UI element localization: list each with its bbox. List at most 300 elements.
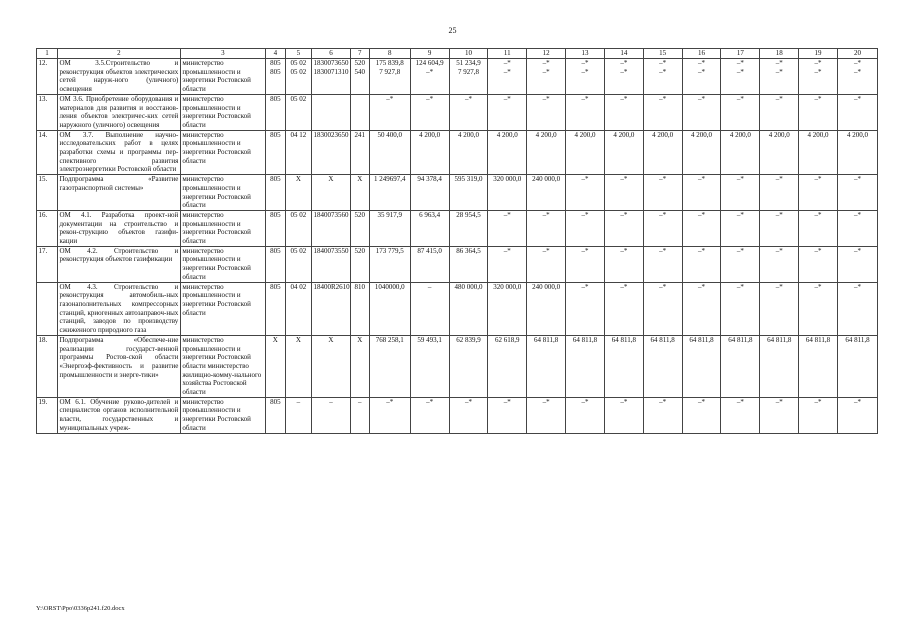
value-cell xyxy=(265,397,285,433)
value-cell xyxy=(285,130,311,175)
cell-value: –* xyxy=(853,67,861,76)
cell-value: X xyxy=(328,335,334,344)
cell-value: 805 xyxy=(270,59,281,67)
cell-value: –* xyxy=(775,67,783,76)
cell-value: –* xyxy=(464,397,472,406)
value-cell xyxy=(369,59,410,95)
value-cell xyxy=(604,335,643,397)
event-name: Подпрограмма «Развитие газотранспортной системы» xyxy=(57,175,180,211)
value-cell xyxy=(312,397,351,433)
value-cell xyxy=(682,246,721,282)
cell-value: –* xyxy=(503,210,511,219)
value-cell xyxy=(265,175,285,211)
cell-value: –* xyxy=(542,397,550,406)
column-header: 2 xyxy=(57,49,180,59)
value-cell xyxy=(643,397,682,433)
cell-value: –* xyxy=(736,210,744,219)
value-cell xyxy=(566,130,605,175)
value-cell xyxy=(488,335,527,397)
value-cell xyxy=(643,94,682,130)
value-cell xyxy=(643,59,682,95)
value-cell xyxy=(799,282,838,335)
value-cell xyxy=(566,335,605,397)
value-cell xyxy=(760,130,799,175)
cell-value: –* xyxy=(775,282,783,291)
value-cell xyxy=(760,59,799,95)
cell-value: 64 811,8 xyxy=(728,335,753,344)
cell-value: 4 200,0 xyxy=(768,130,790,139)
row-number: 17. xyxy=(37,246,58,282)
responsible-executor: министерство промышленности и энергетики Ростовской области xyxy=(180,282,265,335)
cell-value: –* xyxy=(542,246,550,255)
value-cell xyxy=(566,397,605,433)
column-header: 14 xyxy=(604,49,643,59)
cell-value: –* xyxy=(620,210,628,219)
cell-value: 62 839,9 xyxy=(456,335,481,344)
cell-value: –* xyxy=(736,246,744,255)
value-cell xyxy=(837,397,877,433)
cell-value: 04 12 xyxy=(290,130,307,139)
cell-value: 805 xyxy=(270,130,281,139)
cell-value: 768 258,1 xyxy=(375,335,404,344)
row-number: 18. xyxy=(37,335,58,397)
value-cell xyxy=(799,59,838,95)
cell-value: X xyxy=(272,335,278,344)
cell-value: –* xyxy=(620,59,628,67)
cell-value: –* xyxy=(775,246,783,255)
value-cell xyxy=(837,210,877,246)
cell-value: X xyxy=(328,175,334,184)
cell-value: –* xyxy=(620,67,628,76)
responsible-executor: министерство промышленности и энергетики Ростовской области xyxy=(180,246,265,282)
cell-value: 240 000,0 xyxy=(532,175,561,184)
cell-value: –* xyxy=(426,94,434,103)
value-cell xyxy=(449,94,488,130)
cell-value: 480 000,0 xyxy=(454,282,483,291)
column-header: 7 xyxy=(350,49,369,59)
value-cell xyxy=(643,175,682,211)
value-cell xyxy=(488,175,527,211)
cell-value: –* xyxy=(503,246,511,255)
responsible-executor: министерство промышленности и энергетики Ростовской области xyxy=(180,130,265,175)
value-cell xyxy=(721,175,760,211)
cell-value: –* xyxy=(503,94,511,103)
row-number: 12. xyxy=(37,59,58,95)
value-cell xyxy=(682,282,721,335)
cell-value: –* xyxy=(581,175,589,184)
value-cell xyxy=(312,175,351,211)
value-cell xyxy=(350,94,369,130)
cell-value: –* xyxy=(503,59,511,67)
cell-value: –* xyxy=(620,282,628,291)
value-cell xyxy=(285,282,311,335)
cell-value: 4 200,0 xyxy=(652,130,674,139)
cell-value: –* xyxy=(814,175,822,184)
column-header: 3 xyxy=(180,49,265,59)
cell-value: 175 839,8 xyxy=(375,59,404,67)
row-number: 15. xyxy=(37,175,58,211)
row-number: 13. xyxy=(37,94,58,130)
value-cell xyxy=(369,246,410,282)
cell-value: –* xyxy=(581,246,589,255)
cell-value: –* xyxy=(542,94,550,103)
value-cell xyxy=(350,335,369,397)
cell-value: 4 200,0 xyxy=(613,130,635,139)
cell-value: 64 811,8 xyxy=(689,335,714,344)
value-cell xyxy=(449,335,488,397)
cell-value: 6 963,4 xyxy=(419,210,441,219)
cell-value: –* xyxy=(464,94,472,103)
column-header: 13 xyxy=(566,49,605,59)
value-cell xyxy=(682,94,721,130)
cell-value: 64 811,8 xyxy=(611,335,636,344)
budget-table xyxy=(36,48,878,434)
value-cell xyxy=(721,94,760,130)
cell-value: 05 02 xyxy=(290,67,307,76)
cell-value: –* xyxy=(736,94,744,103)
cell-value: –* xyxy=(426,397,434,406)
table-row xyxy=(37,175,878,211)
cell-value: 810 xyxy=(354,282,366,291)
column-header: 10 xyxy=(449,49,488,59)
value-cell xyxy=(488,130,527,175)
cell-value: –* xyxy=(698,246,706,255)
value-cell xyxy=(285,175,311,211)
table-row xyxy=(37,246,878,282)
cell-value: –* xyxy=(620,94,628,103)
value-cell xyxy=(760,246,799,282)
value-cell xyxy=(369,397,410,433)
value-cell xyxy=(721,282,760,335)
cell-value: –* xyxy=(698,282,706,291)
value-cell xyxy=(410,335,449,397)
cell-value: 4 200,0 xyxy=(691,130,713,139)
value-cell xyxy=(799,94,838,130)
cell-value: –* xyxy=(853,175,861,184)
cell-value: 28 954,5 xyxy=(456,210,481,219)
table-row xyxy=(37,59,878,95)
column-header: 11 xyxy=(488,49,527,59)
cell-value: –* xyxy=(698,397,706,406)
value-cell xyxy=(312,335,351,397)
row-number xyxy=(37,282,58,335)
cell-value: 64 811,8 xyxy=(767,335,792,344)
value-cell xyxy=(799,335,838,397)
value-cell xyxy=(604,397,643,433)
column-header: 19 xyxy=(799,49,838,59)
value-cell xyxy=(604,210,643,246)
cell-value: –* xyxy=(853,94,861,103)
value-cell xyxy=(760,175,799,211)
cell-value: 805 xyxy=(270,94,281,103)
value-cell xyxy=(604,175,643,211)
value-cell xyxy=(488,94,527,130)
value-cell xyxy=(369,94,410,130)
value-cell xyxy=(527,210,566,246)
cell-value: –* xyxy=(698,94,706,103)
value-cell xyxy=(566,246,605,282)
cell-value: 04 02 xyxy=(290,282,307,291)
value-cell xyxy=(369,210,410,246)
footer-path: Y:\ORST\Ppo\0336p241.f20.docx xyxy=(36,605,125,612)
value-cell xyxy=(265,210,285,246)
cell-value: 805 xyxy=(270,397,281,406)
value-cell xyxy=(799,397,838,433)
value-cell xyxy=(410,397,449,433)
cell-value: 64 811,8 xyxy=(572,335,598,344)
value-cell xyxy=(760,94,799,130)
column-header: 4 xyxy=(265,49,285,59)
cell-value: –* xyxy=(853,397,861,406)
table-row xyxy=(37,335,878,397)
value-cell xyxy=(604,246,643,282)
cell-value xyxy=(352,95,367,104)
value-cell xyxy=(265,335,285,397)
value-cell xyxy=(760,397,799,433)
value-cell xyxy=(721,397,760,433)
cell-value: X xyxy=(357,335,363,344)
cell-value: –* xyxy=(581,67,589,76)
value-cell xyxy=(410,130,449,175)
table-row xyxy=(37,210,878,246)
value-cell xyxy=(837,282,877,335)
cell-value: –* xyxy=(659,94,667,103)
cell-value: –* xyxy=(659,175,667,184)
cell-value: 4 200,0 xyxy=(807,130,829,139)
value-cell xyxy=(643,246,682,282)
column-header: 20 xyxy=(837,49,877,59)
cell-value: 64 811,8 xyxy=(650,335,675,344)
value-cell xyxy=(285,59,311,95)
value-cell xyxy=(350,59,369,95)
cell-value: –* xyxy=(620,246,628,255)
value-cell xyxy=(312,210,351,246)
value-cell xyxy=(350,246,369,282)
value-cell xyxy=(682,335,721,397)
cell-value: 94 378,4 xyxy=(417,175,442,184)
cell-value: –* xyxy=(775,397,783,406)
cell-value: – xyxy=(427,282,432,291)
cell-value: –* xyxy=(853,210,861,219)
value-cell xyxy=(488,59,527,95)
value-cell xyxy=(265,246,285,282)
cell-value: 87 415,0 xyxy=(417,246,442,255)
table-row xyxy=(37,397,878,433)
cell-value: –* xyxy=(736,67,744,76)
cell-value: 7 927,8 xyxy=(457,67,479,76)
column-header: 16 xyxy=(682,49,721,59)
column-header: 8 xyxy=(369,49,410,59)
value-cell xyxy=(643,335,682,397)
value-cell xyxy=(350,130,369,175)
cell-value xyxy=(314,95,349,104)
value-cell xyxy=(312,59,351,95)
cell-value: 805 xyxy=(270,175,281,184)
event-name: ОМ 3.6. Приобретение оборудования и материалов для развития и восстанов-ления объектов электричес-ких сетей наружного (уличного) освещения xyxy=(59,94,179,129)
value-cell xyxy=(527,94,566,130)
cell-value: 35 917,9 xyxy=(377,210,402,219)
cell-value: –* xyxy=(386,397,394,406)
cell-value: –* xyxy=(620,397,628,406)
row-number: 19. xyxy=(37,397,58,433)
table-row xyxy=(37,130,878,175)
value-cell xyxy=(350,175,369,211)
cell-value: – xyxy=(329,397,333,406)
value-cell xyxy=(449,59,488,95)
value-cell xyxy=(488,397,527,433)
value-cell xyxy=(369,175,410,211)
cell-value: –* xyxy=(426,67,434,76)
value-cell xyxy=(527,246,566,282)
cell-value: 86 364,5 xyxy=(456,246,481,255)
value-cell xyxy=(721,130,760,175)
cell-value: 1830073650 xyxy=(313,59,349,67)
value-cell xyxy=(566,94,605,130)
value-cell xyxy=(449,175,488,211)
column-header: 18 xyxy=(760,49,799,59)
event-name: ОМ 6.1. Обучение руково-дителей и специалистов органов исполнительной власти, государственных и муниципальных учреж- xyxy=(59,397,179,432)
value-cell xyxy=(837,94,877,130)
value-cell xyxy=(604,282,643,335)
cell-value: –* xyxy=(620,175,628,184)
cell-value: –* xyxy=(581,210,589,219)
cell-value: 320 000,0 xyxy=(493,282,522,291)
cell-value: 51 234,9 xyxy=(456,59,481,67)
value-cell xyxy=(760,210,799,246)
cell-value: –* xyxy=(853,282,861,291)
value-cell xyxy=(369,282,410,335)
value-cell xyxy=(566,282,605,335)
cell-value: –* xyxy=(698,210,706,219)
cell-value: –* xyxy=(853,59,861,67)
cell-value: 7 927,8 xyxy=(379,67,401,76)
cell-value: 241 xyxy=(354,130,366,139)
value-cell xyxy=(285,397,311,433)
cell-value: 1830071310 xyxy=(313,67,349,76)
column-header: 6 xyxy=(312,49,351,59)
value-cell xyxy=(265,59,285,95)
cell-value: 05 02 xyxy=(290,246,307,255)
cell-value: –* xyxy=(814,94,822,103)
value-cell xyxy=(566,175,605,211)
value-cell xyxy=(449,282,488,335)
value-cell xyxy=(449,130,488,175)
cell-value: 1040000,0 xyxy=(374,282,405,291)
cell-value: 173 779,5 xyxy=(375,246,404,255)
value-cell xyxy=(312,94,351,130)
value-cell xyxy=(682,175,721,211)
cell-value: –* xyxy=(386,94,394,103)
value-cell xyxy=(721,335,760,397)
responsible-executor: министерство промышленности и энергетики Ростовской области xyxy=(180,397,265,433)
value-cell xyxy=(350,282,369,335)
value-cell xyxy=(799,210,838,246)
value-cell xyxy=(527,335,566,397)
cell-value: 124 604,9 xyxy=(415,59,444,67)
value-cell xyxy=(369,130,410,175)
cell-value: 05 02 xyxy=(290,94,307,103)
responsible-executor: министерство промышленности и энергетики Ростовской области министерство жилищно-комму-нального хозяйства Ростовской области xyxy=(180,335,265,397)
cell-value: –* xyxy=(736,282,744,291)
cell-value: –* xyxy=(503,67,511,76)
value-cell xyxy=(760,335,799,397)
value-cell xyxy=(643,282,682,335)
table-body xyxy=(37,59,878,434)
value-cell xyxy=(721,210,760,246)
value-cell xyxy=(643,130,682,175)
cell-value: 520 xyxy=(354,246,366,255)
value-cell xyxy=(449,210,488,246)
column-header: 9 xyxy=(410,49,449,59)
value-cell xyxy=(488,246,527,282)
cell-value: –* xyxy=(698,59,706,67)
cell-value: –* xyxy=(814,59,822,67)
cell-value: 1840073560 xyxy=(313,210,349,219)
cell-value: – xyxy=(358,397,362,406)
cell-value: X xyxy=(295,335,301,344)
cell-value: 4 200,0 xyxy=(419,130,441,139)
cell-value: –* xyxy=(775,175,783,184)
event-name: ОМ 4.3. Строительство и реконструкция автомобиль-ных газонаполнительных компрессорных станций, криогенных автозаправоч-ных станций, заводов по производству сжиженного природного газа xyxy=(59,282,179,335)
value-cell xyxy=(527,130,566,175)
cell-value: –* xyxy=(581,397,589,406)
cell-value: –* xyxy=(659,282,667,291)
value-cell xyxy=(410,246,449,282)
cell-value: 4 200,0 xyxy=(574,130,596,139)
cell-value: 4 200,0 xyxy=(729,130,751,139)
cell-value: –* xyxy=(853,246,861,255)
column-header: 1 xyxy=(37,49,58,59)
page-number: 25 xyxy=(448,26,457,35)
cell-value: – xyxy=(296,397,301,406)
cell-value: 4 200,0 xyxy=(457,130,479,139)
value-cell xyxy=(410,282,449,335)
cell-value: 4 200,0 xyxy=(846,130,868,139)
value-cell xyxy=(312,246,351,282)
responsible-executor: министерство промышленности и энергетики Ростовской области xyxy=(180,94,265,130)
cell-value: 540 xyxy=(354,67,366,76)
cell-value: –* xyxy=(698,175,706,184)
cell-value: 4 200,0 xyxy=(535,130,557,139)
value-cell xyxy=(837,130,877,175)
cell-value: 05 02 xyxy=(290,59,307,67)
value-cell xyxy=(760,282,799,335)
value-cell xyxy=(837,335,877,397)
cell-value: 1840073550 xyxy=(313,246,349,255)
cell-value: –* xyxy=(814,246,822,255)
cell-value: –* xyxy=(542,67,550,76)
column-header: 5 xyxy=(285,49,311,59)
cell-value: –* xyxy=(698,67,706,76)
cell-value: –* xyxy=(814,397,822,406)
value-cell xyxy=(799,130,838,175)
cell-value: –* xyxy=(659,397,667,406)
cell-value: –* xyxy=(775,94,783,103)
row-number: 16. xyxy=(37,210,58,246)
value-cell xyxy=(604,59,643,95)
cell-value: 805 xyxy=(270,67,281,76)
column-header: 17 xyxy=(721,49,760,59)
value-cell xyxy=(682,210,721,246)
value-cell xyxy=(350,397,369,433)
value-cell xyxy=(527,59,566,95)
cell-value: –* xyxy=(775,210,783,219)
cell-value: 520 xyxy=(354,210,366,219)
value-cell xyxy=(837,59,877,95)
cell-value: 64 811,8 xyxy=(845,335,870,344)
value-cell xyxy=(643,210,682,246)
cell-value: X xyxy=(295,175,301,184)
